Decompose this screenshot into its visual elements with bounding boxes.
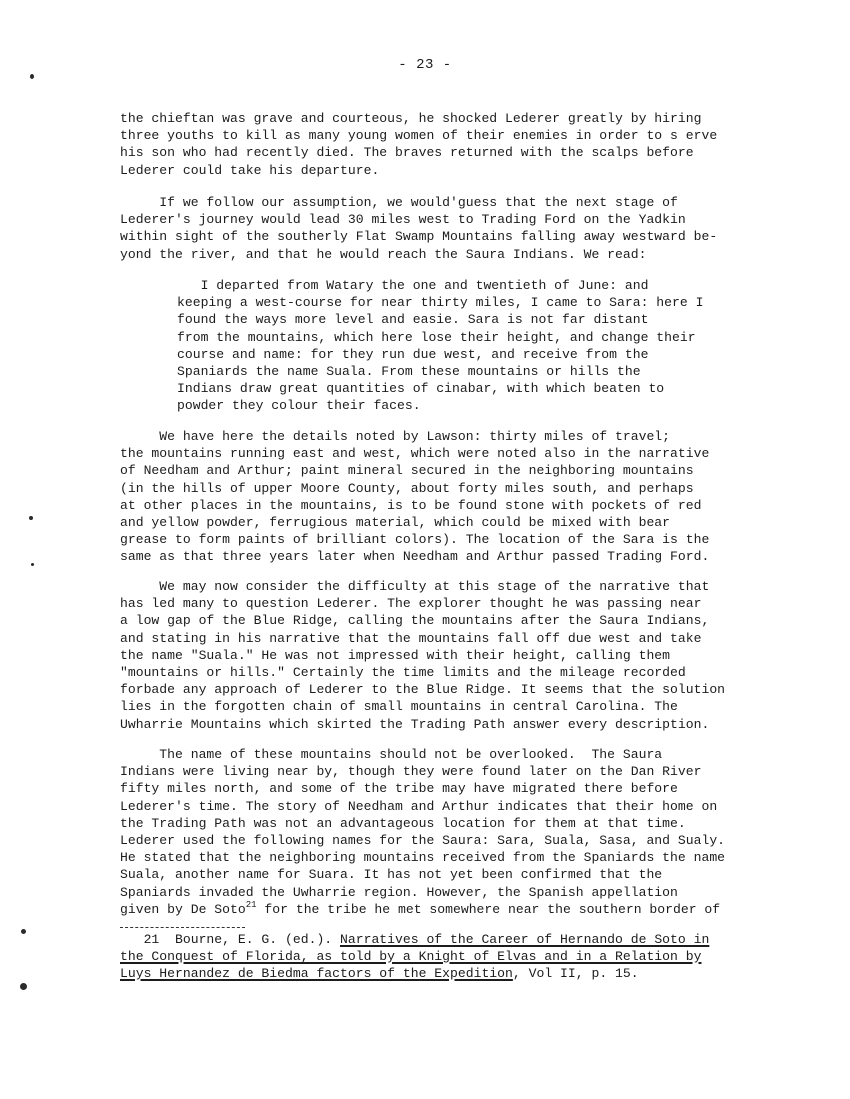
text-line: same as that three years later when Needham and Arthur passed Trading Ford.	[120, 549, 710, 565]
text-line: the mountains running east and west, which were noted also in the narrative	[120, 446, 710, 462]
text-line: Suala, another name for Suara. It has not yet been confirmed that the	[120, 867, 663, 883]
text-line: Spaniards invaded the Uwharrie region. However, the Spanish appellation	[120, 884, 678, 900]
footnote-reference[interactable]: 21	[245, 899, 257, 910]
text-line: keeping a west-course for near thirty miles, I came to Sara: here I	[177, 295, 704, 311]
text-line: Indians draw great quantities of cinabar, with which beaten to	[177, 381, 665, 397]
text-line: powder they colour their faces.	[177, 398, 421, 414]
text-line: within sight of the southerly Flat Swamp Mountains falling away westward be-	[120, 229, 718, 245]
text-line: He stated that the neighboring mountains received from the Spaniards the name	[120, 850, 726, 866]
paragraph-4	[120, 578, 725, 733]
text-line: the name "Suala." He was not impressed with their height, calling them	[120, 647, 671, 663]
margin-speck	[29, 516, 33, 520]
footnote-line	[120, 931, 709, 948]
footnote	[120, 931, 709, 982]
page-number: - 23 -	[398, 57, 452, 73]
footnote-title: Luys Hernandez de Biedma factors of the Expedition	[120, 966, 513, 981]
paragraph-3	[120, 428, 709, 566]
text-line: Indians were living near by, though they were found later on the Dan River	[120, 764, 702, 780]
paragraph-2	[120, 194, 717, 263]
text-line: his son who had recently died. The braves returned with the scalps before	[120, 145, 694, 161]
text-run: for the tribe he met somewhere near the southern border of	[256, 901, 721, 917]
text-line: The name of these mountains should not be overlooked. The Saura	[120, 747, 663, 762]
paragraph-1	[120, 110, 717, 179]
text-line: at other places in the mountains, is to be found stone with pockets of red	[120, 497, 702, 513]
text-line: Uwharrie Mountains which skirted the Trading Path answer every description.	[120, 716, 710, 732]
text-line: a low gap of the Blue Ridge, calling the mountains after the Saura Indians,	[120, 613, 710, 629]
text-line: and stating in his narrative that the mountains fall off due west and take	[120, 630, 702, 646]
text-line: grease to form paints of brilliant colors). The location of the Sara is the	[120, 532, 710, 548]
text-line: and yellow powder, ferrugious material, which could be mixed with bear	[120, 514, 671, 530]
text-line: the chieftan was grave and courteous, he shocked Lederer greatly by hiring	[120, 111, 702, 126]
footnote-title: the Conquest of Florida, as told by a Knight of Elvas and in a Relation by	[120, 949, 702, 964]
text-line: lies in the forgotten chain of small mountains in central Carolina. The	[120, 699, 678, 715]
paragraph-5	[120, 746, 725, 918]
text-line: has led many to question Lederer. The explorer thought he was passing near	[120, 596, 702, 612]
text-line: of Needham and Arthur; paint mineral secured in the neighboring mountains	[120, 463, 694, 479]
text-line: found the ways more level and easie. Sara is not far distant	[177, 312, 649, 328]
text-line: Spaniards the name Suala. From these mountains or hills the	[177, 363, 641, 379]
text-line: Lederer could take his departure.	[120, 162, 380, 178]
text-line: "mountains or hills." Certainly the time limits and the mileage recorded	[120, 664, 686, 680]
footnote-title: Narratives of the Career of Hernando de Soto in	[340, 932, 710, 947]
footnote-line	[120, 965, 709, 982]
text-line: forbade any approach of Lederer to the Blue Ridge. It seems that the solution	[120, 682, 726, 698]
footnote-prefix: 21 Bourne, E. G. (ed.).	[120, 932, 341, 947]
text-line: fifty miles north, and some of the tribe may have migrated there before	[120, 781, 678, 797]
footnote-separator	[120, 927, 245, 928]
footnote-line	[120, 948, 709, 965]
text-line: the Trading Path was not an advantageous location for them at that time.	[120, 815, 686, 831]
text-line: yond the river, and that he would reach the Saura Indians. We read:	[120, 246, 647, 262]
text-line	[120, 901, 725, 918]
margin-speck	[20, 983, 27, 990]
text-line: from the mountains, which here lose their height, and change their	[177, 329, 696, 345]
margin-speck	[30, 74, 34, 79]
text-line: (in the hills of upper Moore County, about forty miles south, and perhaps	[120, 480, 694, 496]
text-line: I departed from Watary the one and twentieth of June: and	[177, 278, 649, 293]
text-run: given by De Soto	[120, 901, 246, 917]
text-line: Lederer used the following names for the Saura: Sara, Suala, Sasa, and Sualy.	[120, 832, 726, 848]
text-line: course and name: for they run due west, and receive from the	[177, 346, 649, 362]
block-quote	[177, 277, 703, 415]
text-line: We have here the details noted by Lawson: thirty miles of travel;	[120, 429, 671, 444]
text-line: three youths to kill as many young women of their enemies in order to s erve	[120, 128, 718, 144]
margin-speck	[31, 563, 34, 566]
text-line: Lederer's journey would lead 30 miles west to Trading Ford on the Yadkin	[120, 212, 686, 228]
text-line: We may now consider the difficulty at this stage of the narrative that	[120, 579, 710, 594]
footnote-suffix: , Vol II, p. 15.	[512, 966, 639, 981]
text-line: If we follow our assumption, we would'guess that the next stage of	[120, 195, 678, 210]
margin-speck	[21, 929, 26, 934]
text-line: Lederer's time. The story of Needham and Arthur indicates that their home on	[120, 798, 718, 814]
